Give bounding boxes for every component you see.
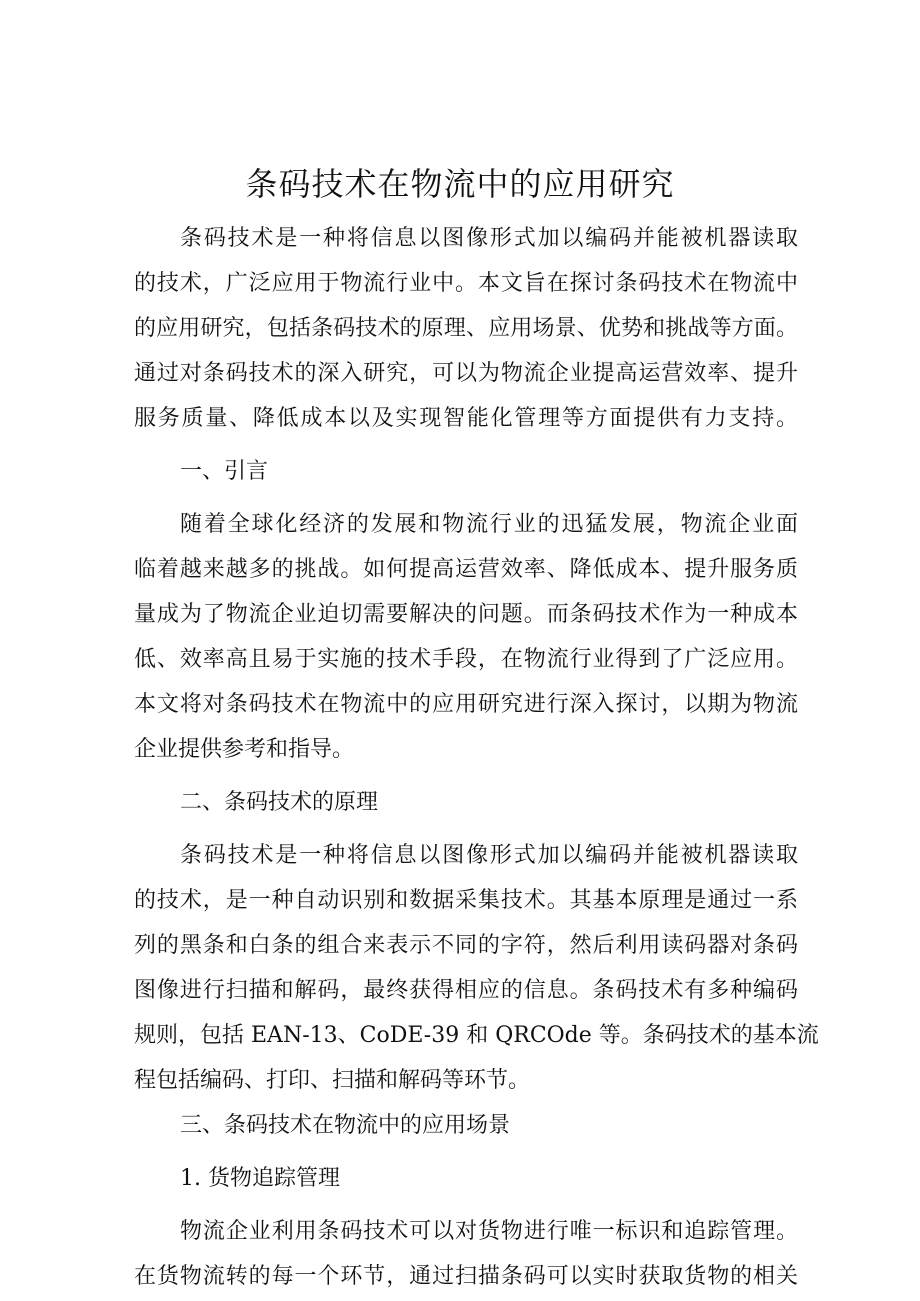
text-line: 量成为了物流企业迫切需要解决的问题。而条码技术作为一种成本 [134, 602, 798, 627]
document-body [134, 216, 819, 1299]
text-line: 列的黑条和白条的组合来表示不同的字符，然后利用读码器对条码 [134, 933, 798, 958]
text-line: 通过对条码技术的深入研究，可以为物流企业提高运营效率、提升 [134, 361, 798, 386]
document-title: 条码技术在物流中的应用研究 [245, 165, 675, 203]
text-line: 在货物流转的每一个环节，通过扫描条码可以实时获取货物的相关 [134, 1264, 798, 1289]
section-heading-scenarios: 三、条码技术在物流中的应用场景 [180, 1113, 511, 1138]
text-line: 图像进行扫描和解码，最终获得相应的信息。条码技术有多种编码 [134, 978, 798, 1003]
text-line: 服务质量、降低成本以及实现智能化管理等方面提供有力支持。 [134, 406, 798, 431]
abstract-paragraph [134, 216, 798, 441]
section-heading-principle: 二、条码技术的原理 [180, 790, 379, 815]
intro-paragraph [134, 502, 798, 772]
text-line: 的应用研究，包括条码技术的原理、应用场景、优势和挑战等方面。 [134, 316, 798, 341]
subsection-heading-tracking: 1. 货物追踪管理 [180, 1166, 340, 1191]
text-line: 本文将对条码技术在物流中的应用研究进行深入探讨，以期为物流 [134, 692, 798, 717]
tracking-paragraph [134, 1209, 798, 1299]
text-line: 临着越来越多的挑战。如何提高运营效率、降低成本、提升服务质 [134, 557, 798, 582]
text-line: 物流企业利用条码技术可以对货物进行唯一标识和追踪管理。 [180, 1219, 798, 1244]
principle-paragraph [134, 833, 819, 1103]
text-line: 企业提供参考和指导。 [134, 737, 355, 762]
text-line: 程包括编码、打印、扫描和解码等环节。 [134, 1068, 531, 1093]
text-line: 条码技术是一种将信息以图像形式加以编码并能被机器读取 [180, 843, 798, 868]
text-line: 的技术，广泛应用于物流行业中。本文旨在探讨条码技术在物流中 [134, 271, 798, 296]
text-line: 随着全球化经济的发展和物流行业的迅猛发展，物流企业面 [180, 512, 798, 537]
text-line: 条码技术是一种将信息以图像形式加以编码并能被机器读取 [180, 226, 798, 251]
text-line: 的技术，是一种自动识别和数据采集技术。其基本原理是通过一系 [134, 888, 798, 913]
section-heading-intro: 一、引言 [180, 459, 269, 484]
text-line: 低、效率高且易于实施的技术手段，在物流行业得到了广泛应用。 [134, 647, 798, 672]
text-line: 规则，包括 EAN-13、CoDE-39 和 QRCOde 等。条码技术的基本流 [134, 1023, 819, 1048]
